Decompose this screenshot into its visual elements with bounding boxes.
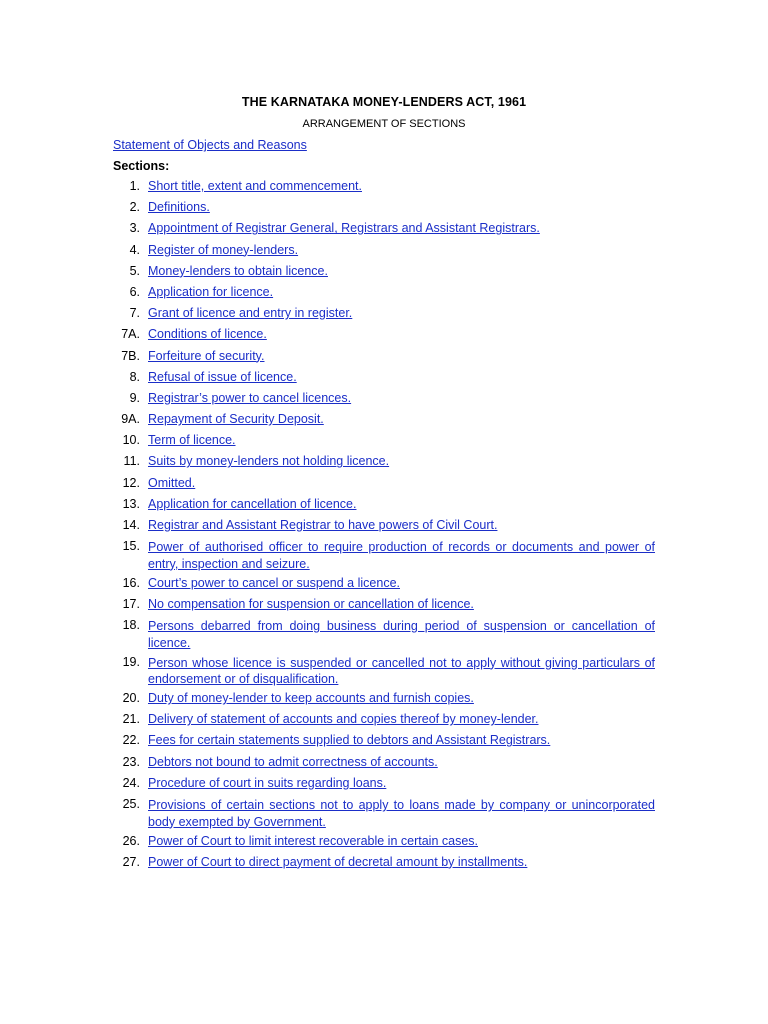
section-number: 13. xyxy=(122,496,140,511)
section-link[interactable]: Persons debarred from doing business during period of suspension or cancellation of licence. xyxy=(148,619,655,650)
section-link[interactable]: Conditions of licence. xyxy=(148,327,267,342)
section-number: 23. xyxy=(122,754,140,769)
section-link[interactable]: Appointment of Registrar General, Registrars and Assistant Registrars. xyxy=(148,221,540,236)
section-item xyxy=(0,412,768,428)
section-item xyxy=(0,243,768,259)
section-item xyxy=(0,618,768,651)
sections-heading: Sections: xyxy=(113,159,170,173)
section-number: 1. xyxy=(129,179,140,193)
section-item xyxy=(0,264,768,280)
section-number: 19. xyxy=(122,654,140,669)
section-link[interactable]: Registrar and Assistant Registrar to have powers of Civil Court. xyxy=(148,518,498,532)
section-link[interactable]: Repayment of Security Deposit. xyxy=(148,412,324,427)
section-number: 10. xyxy=(122,433,140,448)
statement-of-objects-link[interactable]: Statement of Objects and Reasons xyxy=(113,138,307,152)
section-link[interactable]: Fees for certain statements supplied to debtors and Assistant Registrars. xyxy=(148,733,551,748)
section-item xyxy=(0,349,768,365)
section-item xyxy=(0,576,768,592)
section-link[interactable]: Forfeiture of security. xyxy=(148,348,265,363)
section-item xyxy=(0,776,768,792)
section-number: 6. xyxy=(129,284,140,299)
section-link[interactable]: Power of Court to limit interest recoverable in certain cases. xyxy=(148,833,478,848)
section-link[interactable]: Short title, extent and commencement. xyxy=(148,179,362,193)
document-title: THE KARNATAKA MONEY-LENDERS ACT, 1961 xyxy=(241,95,527,109)
section-number: 25. xyxy=(122,797,140,811)
section-number: 7B. xyxy=(121,348,140,363)
section-item xyxy=(0,306,768,322)
section-link[interactable]: Delivery of statement of accounts and copies thereof by money-lender. xyxy=(148,712,539,727)
section-link[interactable]: Refusal of issue of licence. xyxy=(148,369,297,384)
section-item xyxy=(0,597,768,613)
section-number: 9. xyxy=(129,390,140,405)
section-item xyxy=(0,518,768,534)
section-item xyxy=(0,221,768,237)
section-item xyxy=(0,755,768,771)
section-link[interactable]: Application for cancellation of licence. xyxy=(148,496,357,511)
section-link[interactable]: Duty of money-lender to keep accounts and furnish copies. xyxy=(148,691,474,706)
section-link[interactable]: Term of licence. xyxy=(148,433,236,448)
section-item xyxy=(0,433,768,449)
section-number: 16. xyxy=(122,575,140,590)
section-link[interactable]: Power of Court to direct payment of decretal amount by installments. xyxy=(148,854,528,869)
section-number: 20. xyxy=(122,691,140,706)
section-item xyxy=(0,454,768,470)
section-number: 15. xyxy=(122,539,140,554)
section-link[interactable]: Court’s power to cancel or suspend a licence. xyxy=(148,575,400,590)
section-link[interactable]: Person whose licence is suspended or cancelled not to apply without giving particulars of endorsement or of disqualification. xyxy=(148,655,655,687)
section-number: 21. xyxy=(122,712,140,727)
section-item xyxy=(0,370,768,386)
sections-list xyxy=(0,179,768,876)
section-number: 12. xyxy=(122,475,140,490)
section-number: 18. xyxy=(122,618,140,633)
section-item xyxy=(0,691,768,707)
section-number: 8. xyxy=(129,369,140,384)
section-number: 24. xyxy=(122,775,140,790)
section-number: 3. xyxy=(129,221,140,236)
section-item xyxy=(0,327,768,343)
section-number: 17. xyxy=(122,596,140,611)
section-link[interactable]: Power of authorised officer to require production of records or documents and power of entry, inspection and seizure. xyxy=(148,540,655,571)
section-link[interactable]: Procedure of court in suits regarding loans. xyxy=(148,775,387,790)
section-item xyxy=(0,834,768,850)
section-number: 14. xyxy=(122,518,140,532)
section-number: 7. xyxy=(129,306,140,321)
section-number: 22. xyxy=(122,733,140,748)
section-link[interactable]: Money-lenders to obtain licence. xyxy=(148,263,328,278)
section-number: 4. xyxy=(129,242,140,257)
section-item xyxy=(0,179,768,195)
section-item xyxy=(0,797,768,830)
section-link[interactable]: Omitted. xyxy=(148,475,196,490)
section-number: 27. xyxy=(122,854,140,869)
document-subtitle: ARRANGEMENT OF SECTIONS xyxy=(302,118,466,130)
section-link[interactable]: Definitions. xyxy=(148,200,210,215)
section-number: 5. xyxy=(129,263,140,278)
section-item xyxy=(0,539,768,572)
section-item xyxy=(0,476,768,492)
section-number: 7A. xyxy=(121,327,140,342)
section-link[interactable]: Grant of licence and entry in register. xyxy=(148,306,353,321)
section-item xyxy=(0,855,768,871)
section-item xyxy=(0,391,768,407)
section-item xyxy=(0,655,768,688)
section-number: 11. xyxy=(123,454,140,469)
section-number: 26. xyxy=(122,833,140,848)
section-link[interactable]: No compensation for suspension or cancellation of licence. xyxy=(148,596,474,611)
section-link[interactable]: Application for licence. xyxy=(148,284,274,299)
section-link[interactable]: Suits by money-lenders not holding licence. xyxy=(148,454,390,469)
section-link[interactable]: Registrar’s power to cancel licences. xyxy=(148,390,352,405)
section-item xyxy=(0,733,768,749)
section-number: 9A. xyxy=(121,412,140,427)
section-item xyxy=(0,285,768,301)
section-item xyxy=(0,712,768,728)
section-link[interactable]: Register of money-lenders. xyxy=(148,242,299,257)
section-link[interactable]: Debtors not bound to admit correctness of accounts. xyxy=(148,754,438,769)
section-item xyxy=(0,497,768,513)
section-link[interactable]: Provisions of certain sections not to apply to loans made by company or unincorporated body exempted by Government. xyxy=(148,798,655,829)
section-item xyxy=(0,200,768,216)
section-number: 2. xyxy=(129,200,140,215)
